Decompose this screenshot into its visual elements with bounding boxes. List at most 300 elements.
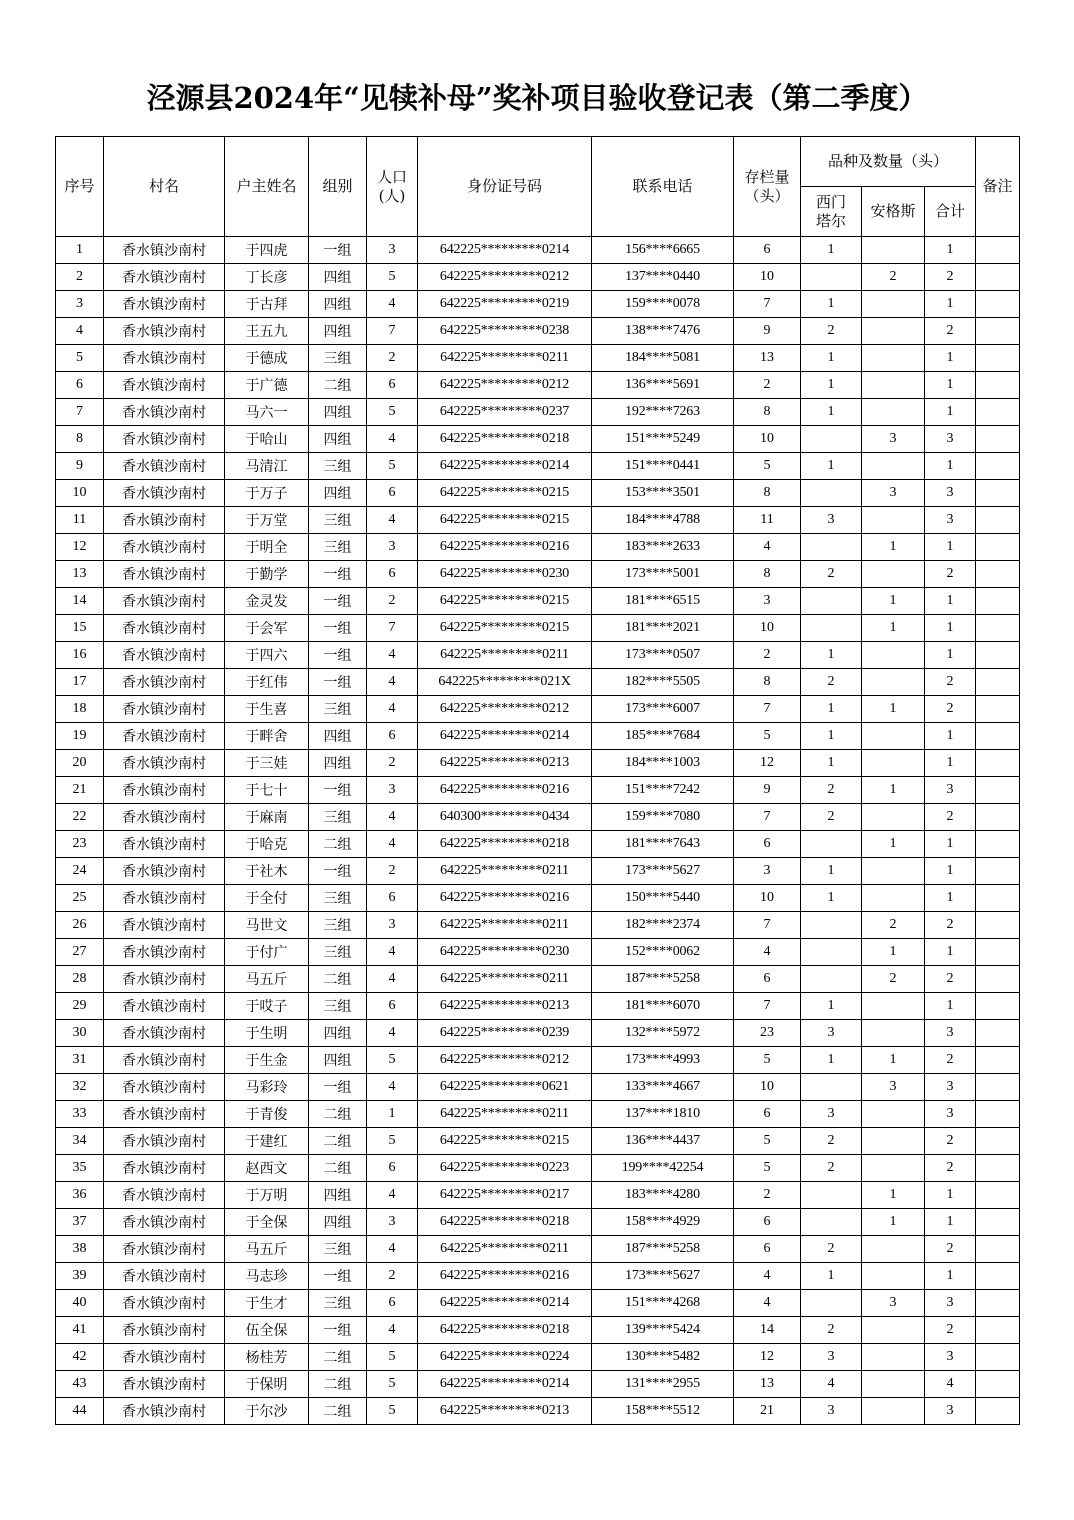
- cell-phone: 183****4280: [592, 1182, 734, 1209]
- cell-total: 2: [925, 912, 976, 939]
- cell-remark: [976, 1398, 1020, 1425]
- cell-population: 4: [367, 831, 418, 858]
- cell-group: 四组: [309, 399, 367, 426]
- cell-total: 1: [925, 453, 976, 480]
- cell-total: 1: [925, 534, 976, 561]
- cell-simmental: 2: [801, 669, 862, 696]
- cell-group: 一组: [309, 777, 367, 804]
- cell-total: 3: [925, 1020, 976, 1047]
- cell-total: 1: [925, 723, 976, 750]
- cell-total: 3: [925, 1290, 976, 1317]
- cell-remark: [976, 1236, 1020, 1263]
- cell-village: 香水镇沙南村: [104, 831, 225, 858]
- cell-simmental: [801, 426, 862, 453]
- cell-seq: 22: [56, 804, 104, 831]
- cell-id-number: 642225*********0211: [418, 1236, 592, 1263]
- cell-total: 1: [925, 372, 976, 399]
- cell-village: 香水镇沙南村: [104, 669, 225, 696]
- cell-angus: 1: [862, 615, 925, 642]
- cell-phone: 173****6007: [592, 696, 734, 723]
- table-row: [56, 804, 1020, 831]
- cell-population: 2: [367, 1263, 418, 1290]
- cell-remark: [976, 1020, 1020, 1047]
- cell-id-number: 642225*********0218: [418, 831, 592, 858]
- cell-population: 5: [367, 1128, 418, 1155]
- cell-household-head: 马清江: [225, 453, 309, 480]
- header-remark: 备注: [976, 137, 1020, 237]
- cell-seq: 28: [56, 966, 104, 993]
- cell-seq: 14: [56, 588, 104, 615]
- cell-seq: 44: [56, 1398, 104, 1425]
- cell-total: 1: [925, 993, 976, 1020]
- cell-id-number: 640300*********0434: [418, 804, 592, 831]
- cell-population: 5: [367, 1371, 418, 1398]
- cell-village: 香水镇沙南村: [104, 561, 225, 588]
- cell-population: 1: [367, 1101, 418, 1128]
- cell-group: 四组: [309, 1047, 367, 1074]
- cell-id-number: 642225*********0215: [418, 588, 592, 615]
- cell-village: 香水镇沙南村: [104, 966, 225, 993]
- table-row: [56, 1290, 1020, 1317]
- cell-stock: 6: [734, 1101, 801, 1128]
- cell-stock: 10: [734, 885, 801, 912]
- cell-seq: 38: [56, 1236, 104, 1263]
- cell-village: 香水镇沙南村: [104, 588, 225, 615]
- cell-village: 香水镇沙南村: [104, 1047, 225, 1074]
- cell-angus: 2: [862, 912, 925, 939]
- cell-village: 香水镇沙南村: [104, 345, 225, 372]
- cell-village: 香水镇沙南村: [104, 993, 225, 1020]
- cell-phone: 130****5482: [592, 1344, 734, 1371]
- cell-simmental: 3: [801, 1398, 862, 1425]
- cell-population: 2: [367, 588, 418, 615]
- cell-angus: [862, 372, 925, 399]
- cell-simmental: [801, 1209, 862, 1236]
- cell-seq: 9: [56, 453, 104, 480]
- cell-seq: 31: [56, 1047, 104, 1074]
- cell-household-head: 于三娃: [225, 750, 309, 777]
- table-row: [56, 993, 1020, 1020]
- cell-angus: 3: [862, 1074, 925, 1101]
- cell-household-head: 于全付: [225, 885, 309, 912]
- cell-stock: 8: [734, 399, 801, 426]
- cell-simmental: 4: [801, 1371, 862, 1398]
- cell-angus: [862, 804, 925, 831]
- cell-population: 6: [367, 723, 418, 750]
- cell-remark: [976, 993, 1020, 1020]
- table-row: [56, 750, 1020, 777]
- cell-population: 6: [367, 993, 418, 1020]
- table-row: [56, 1263, 1020, 1290]
- cell-angus: [862, 1101, 925, 1128]
- cell-angus: [862, 318, 925, 345]
- table-row: [56, 912, 1020, 939]
- cell-household-head: 金灵发: [225, 588, 309, 615]
- cell-angus: 2: [862, 966, 925, 993]
- cell-angus: [862, 1398, 925, 1425]
- cell-stock: 4: [734, 939, 801, 966]
- cell-group: 四组: [309, 750, 367, 777]
- cell-household-head: 于畔舍: [225, 723, 309, 750]
- cell-stock: 8: [734, 561, 801, 588]
- cell-stock: 12: [734, 1344, 801, 1371]
- cell-village: 香水镇沙南村: [104, 453, 225, 480]
- cell-population: 4: [367, 939, 418, 966]
- cell-angus: [862, 669, 925, 696]
- cell-id-number: 642225*********0211: [418, 858, 592, 885]
- header-population: [367, 137, 418, 237]
- cell-phone: 181****6515: [592, 588, 734, 615]
- cell-household-head: 王五九: [225, 318, 309, 345]
- cell-household-head: 马志珍: [225, 1263, 309, 1290]
- cell-angus: 1: [862, 1047, 925, 1074]
- cell-id-number: 642225*********0218: [418, 1209, 592, 1236]
- cell-simmental: 2: [801, 1317, 862, 1344]
- cell-angus: 1: [862, 939, 925, 966]
- cell-seq: 41: [56, 1317, 104, 1344]
- cell-phone: 150****5440: [592, 885, 734, 912]
- cell-remark: [976, 1371, 1020, 1398]
- cell-simmental: 1: [801, 1263, 862, 1290]
- cell-village: 香水镇沙南村: [104, 1155, 225, 1182]
- cell-village: 香水镇沙南村: [104, 318, 225, 345]
- cell-group: 一组: [309, 669, 367, 696]
- cell-angus: [862, 345, 925, 372]
- cell-seq: 4: [56, 318, 104, 345]
- cell-remark: [976, 723, 1020, 750]
- cell-population: 7: [367, 615, 418, 642]
- cell-seq: 8: [56, 426, 104, 453]
- cell-phone: 187****5258: [592, 1236, 734, 1263]
- cell-id-number: 642225*********021X: [418, 669, 592, 696]
- cell-phone: 131****2955: [592, 1371, 734, 1398]
- cell-angus: [862, 993, 925, 1020]
- cell-angus: [862, 1263, 925, 1290]
- cell-remark: [976, 237, 1020, 264]
- cell-group: 二组: [309, 1101, 367, 1128]
- cell-population: 3: [367, 237, 418, 264]
- cell-household-head: 于明全: [225, 534, 309, 561]
- cell-village: 香水镇沙南村: [104, 237, 225, 264]
- cell-phone: 151****0441: [592, 453, 734, 480]
- cell-id-number: 642225*********0216: [418, 885, 592, 912]
- cell-population: 6: [367, 1290, 418, 1317]
- cell-phone: 158****4929: [592, 1209, 734, 1236]
- cell-id-number: 642225*********0215: [418, 480, 592, 507]
- cell-angus: [862, 1020, 925, 1047]
- cell-group: 三组: [309, 345, 367, 372]
- cell-seq: 10: [56, 480, 104, 507]
- cell-group: 三组: [309, 885, 367, 912]
- cell-total: 1: [925, 1182, 976, 1209]
- cell-population: 6: [367, 885, 418, 912]
- cell-total: 1: [925, 750, 976, 777]
- table-row: [56, 1020, 1020, 1047]
- cell-id-number: 642225*********0213: [418, 1398, 592, 1425]
- cell-id-number: 642225*********0215: [418, 615, 592, 642]
- cell-village: 香水镇沙南村: [104, 372, 225, 399]
- cell-stock: 4: [734, 534, 801, 561]
- header-phone: 联系电话: [592, 137, 734, 237]
- cell-remark: [976, 1101, 1020, 1128]
- page-title: 泾源县2024年“见犊补母”奖补项目验收登记表（第二季度）: [146, 81, 928, 115]
- cell-phone: 139****5424: [592, 1317, 734, 1344]
- cell-group: 四组: [309, 426, 367, 453]
- cell-id-number: 642225*********0239: [418, 1020, 592, 1047]
- cell-simmental: 1: [801, 750, 862, 777]
- cell-simmental: [801, 264, 862, 291]
- cell-village: 香水镇沙南村: [104, 1236, 225, 1263]
- cell-village: 香水镇沙南村: [104, 534, 225, 561]
- cell-angus: [862, 723, 925, 750]
- header-seq: 序号: [56, 137, 104, 237]
- cell-group: 三组: [309, 453, 367, 480]
- cell-stock: 5: [734, 723, 801, 750]
- cell-total: 2: [925, 696, 976, 723]
- cell-simmental: [801, 831, 862, 858]
- table-row: [56, 858, 1020, 885]
- cell-group: 三组: [309, 912, 367, 939]
- cell-group: 一组: [309, 561, 367, 588]
- cell-population: 4: [367, 1020, 418, 1047]
- cell-total: 1: [925, 831, 976, 858]
- cell-stock: 12: [734, 750, 801, 777]
- cell-stock: 5: [734, 1047, 801, 1074]
- cell-angus: 3: [862, 480, 925, 507]
- cell-population: 4: [367, 507, 418, 534]
- cell-remark: [976, 615, 1020, 642]
- cell-angus: 3: [862, 1290, 925, 1317]
- cell-id-number: 642225*********0215: [418, 507, 592, 534]
- cell-household-head: 于社木: [225, 858, 309, 885]
- cell-group: 一组: [309, 1317, 367, 1344]
- cell-population: 6: [367, 561, 418, 588]
- cell-angus: 1: [862, 1182, 925, 1209]
- cell-group: 四组: [309, 1209, 367, 1236]
- table-row: [56, 1371, 1020, 1398]
- header-breed: 品种及数量（头）: [801, 137, 976, 187]
- cell-seq: 30: [56, 1020, 104, 1047]
- table-body: [56, 237, 1020, 1425]
- cell-remark: [976, 1074, 1020, 1101]
- table-row: [56, 1128, 1020, 1155]
- cell-seq: 35: [56, 1155, 104, 1182]
- cell-simmental: 2: [801, 1155, 862, 1182]
- cell-population: 3: [367, 534, 418, 561]
- cell-phone: 151****7242: [592, 777, 734, 804]
- cell-stock: 14: [734, 1317, 801, 1344]
- cell-village: 香水镇沙南村: [104, 939, 225, 966]
- cell-simmental: 2: [801, 1236, 862, 1263]
- cell-angus: 1: [862, 534, 925, 561]
- cell-household-head: 伍全保: [225, 1317, 309, 1344]
- cell-seq: 27: [56, 939, 104, 966]
- cell-household-head: 于建红: [225, 1128, 309, 1155]
- cell-seq: 7: [56, 399, 104, 426]
- table-row: [56, 561, 1020, 588]
- table-row: [56, 264, 1020, 291]
- cell-village: 香水镇沙南村: [104, 1371, 225, 1398]
- cell-id-number: 642225*********0218: [418, 426, 592, 453]
- cell-seq: 5: [56, 345, 104, 372]
- cell-household-head: 于哈克: [225, 831, 309, 858]
- cell-total: 3: [925, 1074, 976, 1101]
- cell-id-number: 642225*********0621: [418, 1074, 592, 1101]
- header-group: 组别: [309, 137, 367, 237]
- cell-simmental: 1: [801, 372, 862, 399]
- cell-stock: 2: [734, 1182, 801, 1209]
- cell-phone: 183****2633: [592, 534, 734, 561]
- cell-remark: [976, 696, 1020, 723]
- cell-seq: 11: [56, 507, 104, 534]
- cell-total: 3: [925, 507, 976, 534]
- cell-population: 7: [367, 318, 418, 345]
- table-row: [56, 723, 1020, 750]
- cell-total: 2: [925, 1236, 976, 1263]
- cell-id-number: 642225*********0212: [418, 264, 592, 291]
- cell-angus: [862, 507, 925, 534]
- table-row: [56, 696, 1020, 723]
- cell-population: 2: [367, 750, 418, 777]
- cell-simmental: 3: [801, 1101, 862, 1128]
- cell-village: 香水镇沙南村: [104, 723, 225, 750]
- cell-simmental: [801, 912, 862, 939]
- cell-phone: 151****5249: [592, 426, 734, 453]
- cell-phone: 173****0507: [592, 642, 734, 669]
- cell-remark: [976, 912, 1020, 939]
- cell-total: 1: [925, 615, 976, 642]
- cell-phone: 159****0078: [592, 291, 734, 318]
- cell-angus: [862, 561, 925, 588]
- cell-id-number: 642225*********0223: [418, 1155, 592, 1182]
- cell-stock: 7: [734, 912, 801, 939]
- cell-village: 香水镇沙南村: [104, 1101, 225, 1128]
- cell-household-head: 于古拜: [225, 291, 309, 318]
- header-village: 村名: [104, 137, 225, 237]
- cell-phone: 182****2374: [592, 912, 734, 939]
- cell-village: 香水镇沙南村: [104, 1263, 225, 1290]
- cell-phone: 173****4993: [592, 1047, 734, 1074]
- cell-id-number: 642225*********0214: [418, 453, 592, 480]
- cell-phone: 184****1003: [592, 750, 734, 777]
- cell-population: 5: [367, 1398, 418, 1425]
- cell-remark: [976, 1209, 1020, 1236]
- cell-remark: [976, 453, 1020, 480]
- cell-household-head: 马世文: [225, 912, 309, 939]
- cell-remark: [976, 858, 1020, 885]
- table-row: [56, 1344, 1020, 1371]
- cell-id-number: 642225*********0212: [418, 372, 592, 399]
- cell-village: 香水镇沙南村: [104, 777, 225, 804]
- cell-stock: 2: [734, 372, 801, 399]
- cell-angus: 1: [862, 588, 925, 615]
- cell-stock: 10: [734, 1074, 801, 1101]
- cell-group: 三组: [309, 534, 367, 561]
- cell-household-head: 于保明: [225, 1371, 309, 1398]
- cell-id-number: 642225*********0213: [418, 993, 592, 1020]
- cell-seq: 32: [56, 1074, 104, 1101]
- cell-household-head: 于七十: [225, 777, 309, 804]
- cell-seq: 18: [56, 696, 104, 723]
- cell-population: 6: [367, 1155, 418, 1182]
- cell-id-number: 642225*********0211: [418, 912, 592, 939]
- cell-stock: 7: [734, 804, 801, 831]
- cell-village: 香水镇沙南村: [104, 1182, 225, 1209]
- cell-stock: 10: [734, 426, 801, 453]
- cell-group: 四组: [309, 1020, 367, 1047]
- cell-group: 一组: [309, 237, 367, 264]
- table-row: [56, 588, 1020, 615]
- cell-household-head: 于万子: [225, 480, 309, 507]
- cell-population: 4: [367, 696, 418, 723]
- cell-group: 三组: [309, 1290, 367, 1317]
- cell-simmental: [801, 1182, 862, 1209]
- cell-angus: 3: [862, 426, 925, 453]
- cell-seq: 13: [56, 561, 104, 588]
- cell-id-number: 642225*********0238: [418, 318, 592, 345]
- table-row: [56, 831, 1020, 858]
- cell-village: 香水镇沙南村: [104, 1290, 225, 1317]
- cell-stock: 6: [734, 237, 801, 264]
- table-row: [56, 399, 1020, 426]
- cell-village: 香水镇沙南村: [104, 912, 225, 939]
- cell-population: 3: [367, 912, 418, 939]
- cell-phone: 185****7684: [592, 723, 734, 750]
- cell-id-number: 642225*********0212: [418, 696, 592, 723]
- cell-angus: [862, 1344, 925, 1371]
- cell-stock: 11: [734, 507, 801, 534]
- cell-total: 3: [925, 426, 976, 453]
- cell-angus: 2: [862, 264, 925, 291]
- cell-remark: [976, 534, 1020, 561]
- cell-remark: [976, 1263, 1020, 1290]
- cell-simmental: 1: [801, 453, 862, 480]
- cell-stock: 7: [734, 993, 801, 1020]
- cell-id-number: 642225*********0216: [418, 1263, 592, 1290]
- table-row: [56, 1236, 1020, 1263]
- cell-total: 1: [925, 399, 976, 426]
- table-row: [56, 777, 1020, 804]
- cell-phone: 184****4788: [592, 507, 734, 534]
- cell-household-head: 丁长彦: [225, 264, 309, 291]
- cell-remark: [976, 939, 1020, 966]
- cell-remark: [976, 291, 1020, 318]
- cell-population: 4: [367, 966, 418, 993]
- cell-phone: 152****0062: [592, 939, 734, 966]
- table-row: [56, 453, 1020, 480]
- cell-seq: 39: [56, 1263, 104, 1290]
- cell-village: 香水镇沙南村: [104, 1209, 225, 1236]
- cell-household-head: 于广德: [225, 372, 309, 399]
- cell-group: 四组: [309, 723, 367, 750]
- cell-group: 一组: [309, 1263, 367, 1290]
- table-row: [56, 534, 1020, 561]
- table-row: [56, 939, 1020, 966]
- cell-id-number: 642225*********0211: [418, 1101, 592, 1128]
- cell-total: 1: [925, 885, 976, 912]
- cell-population: 5: [367, 1047, 418, 1074]
- table-row: [56, 426, 1020, 453]
- header-total: 合计: [925, 187, 976, 237]
- cell-remark: [976, 1317, 1020, 1344]
- cell-phone: 136****4437: [592, 1128, 734, 1155]
- table-row: [56, 345, 1020, 372]
- table-row: [56, 237, 1020, 264]
- cell-simmental: 2: [801, 1128, 862, 1155]
- cell-seq: 34: [56, 1128, 104, 1155]
- header-stock-label: 存栏量（头）: [744, 167, 790, 205]
- cell-simmental: 2: [801, 318, 862, 345]
